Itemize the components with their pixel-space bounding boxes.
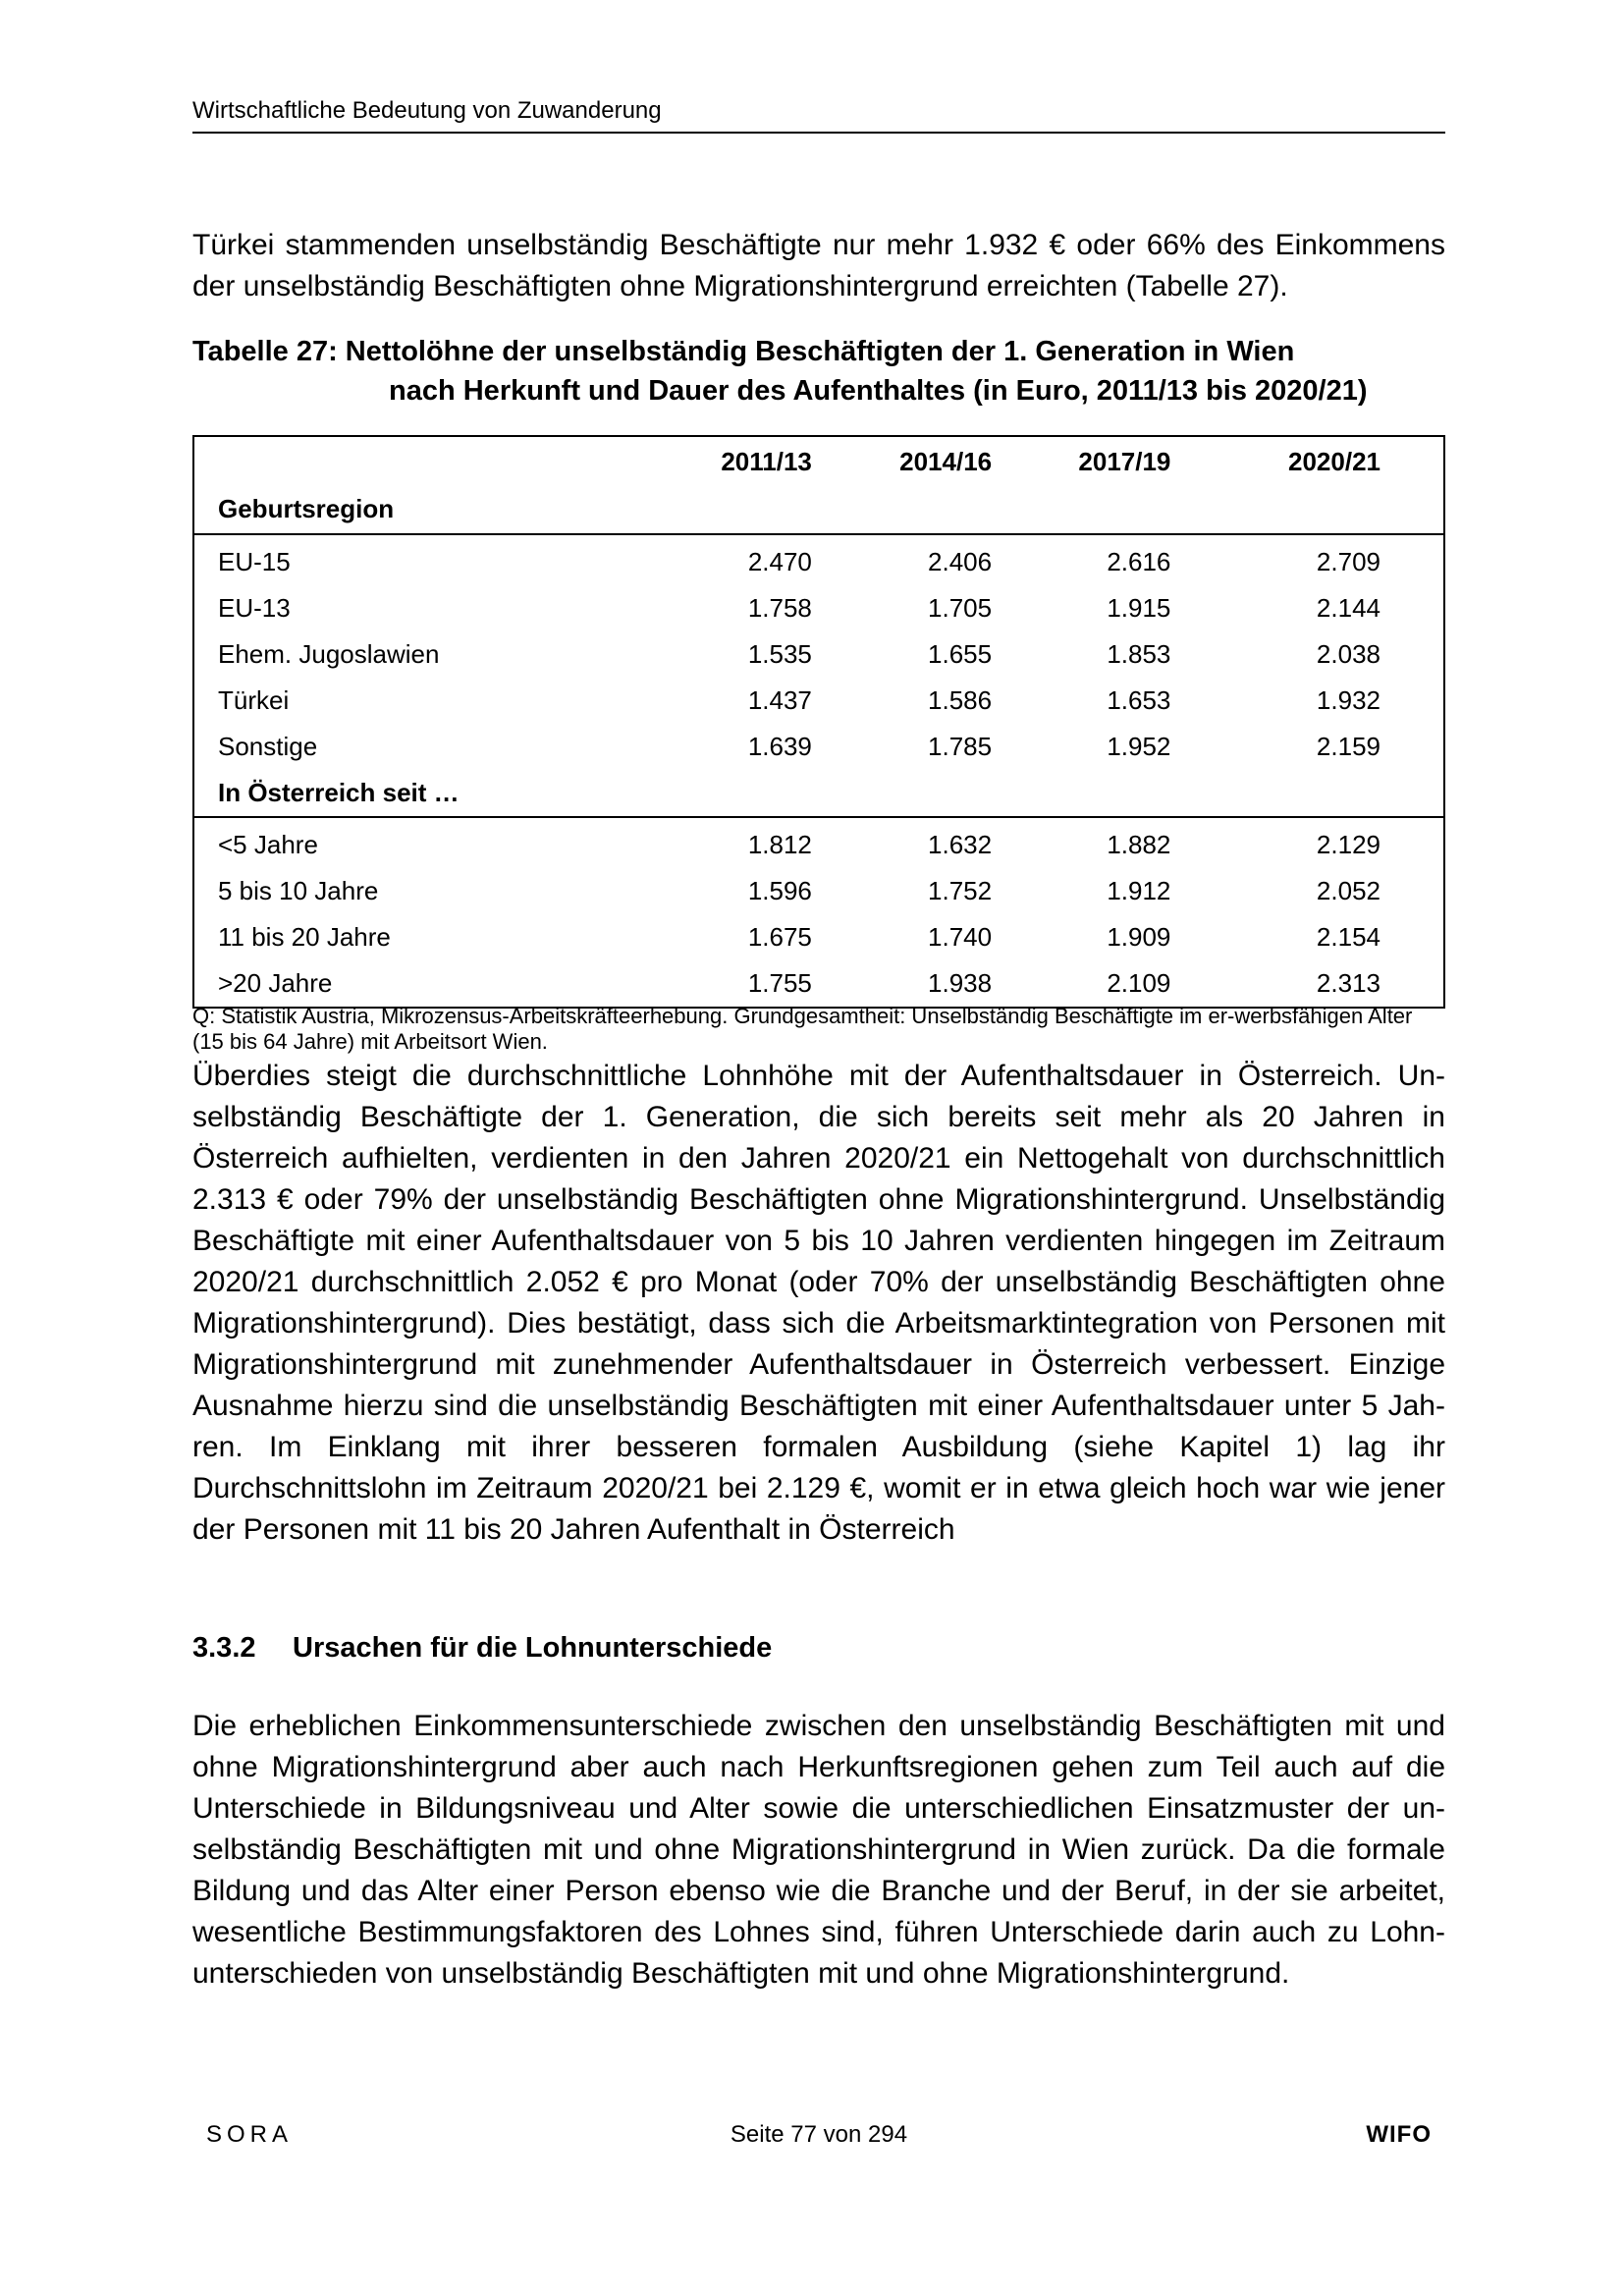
intro-paragraph: Türkei stammenden unselbständig Beschäftigte nur mehr 1.932 € oder 66% des Einkommens der unselbständig Beschäftigten ohne Migrationshintergrund erreichten (Tabelle 27). bbox=[192, 229, 1445, 302]
cell-value: 1.752 bbox=[928, 876, 993, 905]
table-caption-line-2: nach Herkunft und Dauer des Aufenthaltes (in Euro, 2011/13 bis 2020/21) bbox=[389, 375, 1368, 407]
cell-value: 1.909 bbox=[1107, 922, 1171, 952]
cell-value: 2.709 bbox=[1316, 547, 1380, 576]
cell-value: 2.159 bbox=[1316, 732, 1380, 761]
cell-value: 1.596 bbox=[747, 876, 812, 905]
table-row bbox=[193, 868, 1444, 914]
cell-value: 1.882 bbox=[1107, 830, 1171, 859]
cell-value: 1.653 bbox=[1107, 685, 1171, 715]
cell-value: 2.144 bbox=[1316, 593, 1380, 623]
page-number: Seite 77 von 294 bbox=[730, 2121, 908, 2148]
cell-value: 1.437 bbox=[747, 685, 812, 715]
cell-value: 2.052 bbox=[1316, 876, 1380, 905]
row-label: <5 Jahre bbox=[218, 830, 318, 859]
cell-value: 1.675 bbox=[747, 922, 812, 952]
cell-value: 2.038 bbox=[1316, 639, 1380, 669]
table-row bbox=[193, 914, 1444, 960]
cell-value: 1.938 bbox=[928, 968, 993, 998]
cell-value: 2.470 bbox=[747, 547, 812, 576]
group-header-row bbox=[193, 770, 1444, 817]
cell-value: 1.632 bbox=[928, 830, 993, 859]
footer-sora-logo: SORA bbox=[206, 2121, 294, 2148]
group-label-geburtsregion: Geburtsregion bbox=[193, 484, 660, 534]
cell-value: 2.616 bbox=[1107, 547, 1171, 576]
cell-value: 1.639 bbox=[747, 732, 812, 761]
section-title: Ursachen für die Lohnunterschiede bbox=[293, 1632, 773, 1664]
table-row bbox=[193, 534, 1444, 585]
footer-wifo-logo: WIFO bbox=[1366, 2121, 1432, 2148]
table-row bbox=[193, 960, 1444, 1008]
row-label: Sonstige bbox=[218, 732, 318, 761]
table-row bbox=[193, 585, 1444, 631]
cell-value: 2.313 bbox=[1316, 968, 1380, 998]
table-header-row bbox=[193, 436, 1444, 484]
cell-value: 2.154 bbox=[1316, 922, 1380, 952]
cell-value: 1.785 bbox=[928, 732, 993, 761]
column-header: 2011/13 bbox=[721, 447, 812, 476]
cell-value: 1.915 bbox=[1107, 593, 1171, 623]
row-label: >20 Jahre bbox=[218, 968, 333, 998]
cell-value: 1.705 bbox=[928, 593, 993, 623]
row-label: Türkei bbox=[218, 685, 290, 715]
column-header: 2017/19 bbox=[1078, 447, 1171, 476]
group-label-aufenthalt: In Österreich seit … bbox=[193, 770, 660, 817]
group1-rows bbox=[193, 534, 1444, 770]
section-heading bbox=[192, 1632, 772, 1665]
cell-value: 1.586 bbox=[928, 685, 993, 715]
cell-value: 1.755 bbox=[747, 968, 812, 998]
group-header-row bbox=[193, 484, 1444, 534]
table-row bbox=[193, 724, 1444, 770]
cell-value: 1.758 bbox=[747, 593, 812, 623]
table-row bbox=[193, 678, 1444, 724]
running-header: Wirtschaftliche Bedeutung von Zuwanderung bbox=[192, 96, 1445, 134]
table-caption bbox=[192, 332, 1445, 410]
cell-value: 1.952 bbox=[1107, 732, 1171, 761]
document-page bbox=[192, 0, 1445, 2296]
cell-value: 2.129 bbox=[1316, 830, 1380, 859]
column-header: 2014/16 bbox=[899, 447, 993, 476]
table-caption-line-1: Tabelle 27: Nettolöhne der unselbständig Beschäftigten der 1. Generation in Wien bbox=[192, 336, 1295, 367]
cell-value: 1.932 bbox=[1316, 685, 1380, 715]
section-number: 3.3.2 bbox=[192, 1632, 256, 1664]
cell-value: 1.912 bbox=[1107, 876, 1171, 905]
cell-value: 1.655 bbox=[928, 639, 993, 669]
table-row bbox=[193, 817, 1444, 868]
wage-table bbox=[192, 435, 1445, 1009]
paragraph-aufenthaltsdauer: Überdies steigt die durchschnittliche Lohnhöhe mit der Aufenthaltsdauer in Österreich. Un-selbständig Beschäftigte der 1. Generation, die sich bereits seit mehr als 20 Jahren in Österreich aufhielten, verdienten in den Jahren 2020/21 ein Nettogehalt von durchschnittlich 2.313 € oder 79% der unselbständig Beschäftigten ohne Migrationshintergrund. Unselbständig Beschäftigte mit einer Aufenthaltsdauer von 5 bis 10 Jahren verdienten hingegen im Zeitraum 2020/21 durchschnittlich 2.052 € pro Monat (oder 70% der unselbständig Beschäftigten ohne Migrationshintergrund). Dies bestätigt, dass sich die Arbeitsmarktintegration von Personen mit Migrationshintergrund mit zunehmender Aufenthaltsdauer in Österreich verbessert. Einzige Ausnahme hierzu sind die unselbständig Beschäftigten mit einer Aufenthaltsdauer unter 5 Jah-ren. Im Einklang mit ihrer besseren formalen Ausbildung (siehe Kapitel 1) lag ihr Durchschnittslohn im Zeitraum 2020/21 bei 2.129 €, womit er in etwa gleich hoch war wie jener der Personen mit 11 bis 20 Jahren Aufenthalt in Österreich bbox=[192, 1060, 1445, 1546]
cell-value: 1.812 bbox=[747, 830, 812, 859]
row-label: 11 bis 20 Jahre bbox=[218, 922, 391, 952]
row-label: 5 bis 10 Jahre bbox=[218, 876, 379, 905]
table-row bbox=[193, 631, 1444, 678]
row-label: Ehem. Jugoslawien bbox=[218, 639, 440, 669]
cell-value: 2.406 bbox=[928, 547, 993, 576]
column-header: 2020/21 bbox=[1288, 447, 1380, 476]
cell-value: 2.109 bbox=[1107, 968, 1171, 998]
row-label: EU-13 bbox=[218, 593, 291, 623]
paragraph-ursachen: Die erheblichen Einkommensunterschiede zwischen den unselbständig Beschäftigten mit und ohne Migrationshintergrund aber auch nach Herkunftsregionen gehen zum Teil auch auf die Unterschiede in Bildungsniveau und Alter sowie die unterschiedlichen Einsatzmuster der un-selbständig Beschäftigten mit und ohne Migrationshintergrund in Wien zurück. Da die formale Bildung und das Alter einer Person ebenso wie die Branche und der Beruf, in der sie arbeitet, wesentliche Bestimmungsfaktoren des Lohnes sind, führen Unterschiede darin auch zu Lohn-unterschieden von unselbständig Beschäftigten mit und ohne Migrationshintergrund. bbox=[192, 1710, 1445, 1990]
cell-value: 1.853 bbox=[1107, 639, 1171, 669]
cell-value: 1.535 bbox=[747, 639, 812, 669]
cell-value: 1.740 bbox=[928, 922, 993, 952]
table-source-note: Q: Statistik Austria, Mikrozensus-Arbeitskräfteerhebung. Grundgesamtheit: Unselbständig Beschäftigte im er-werbsfähigen Alter (15 bis 64 Jahre) mit Arbeitsort Wien. bbox=[192, 1004, 1413, 1054]
group2-rows bbox=[193, 817, 1444, 1008]
row-label: EU-15 bbox=[218, 547, 291, 576]
